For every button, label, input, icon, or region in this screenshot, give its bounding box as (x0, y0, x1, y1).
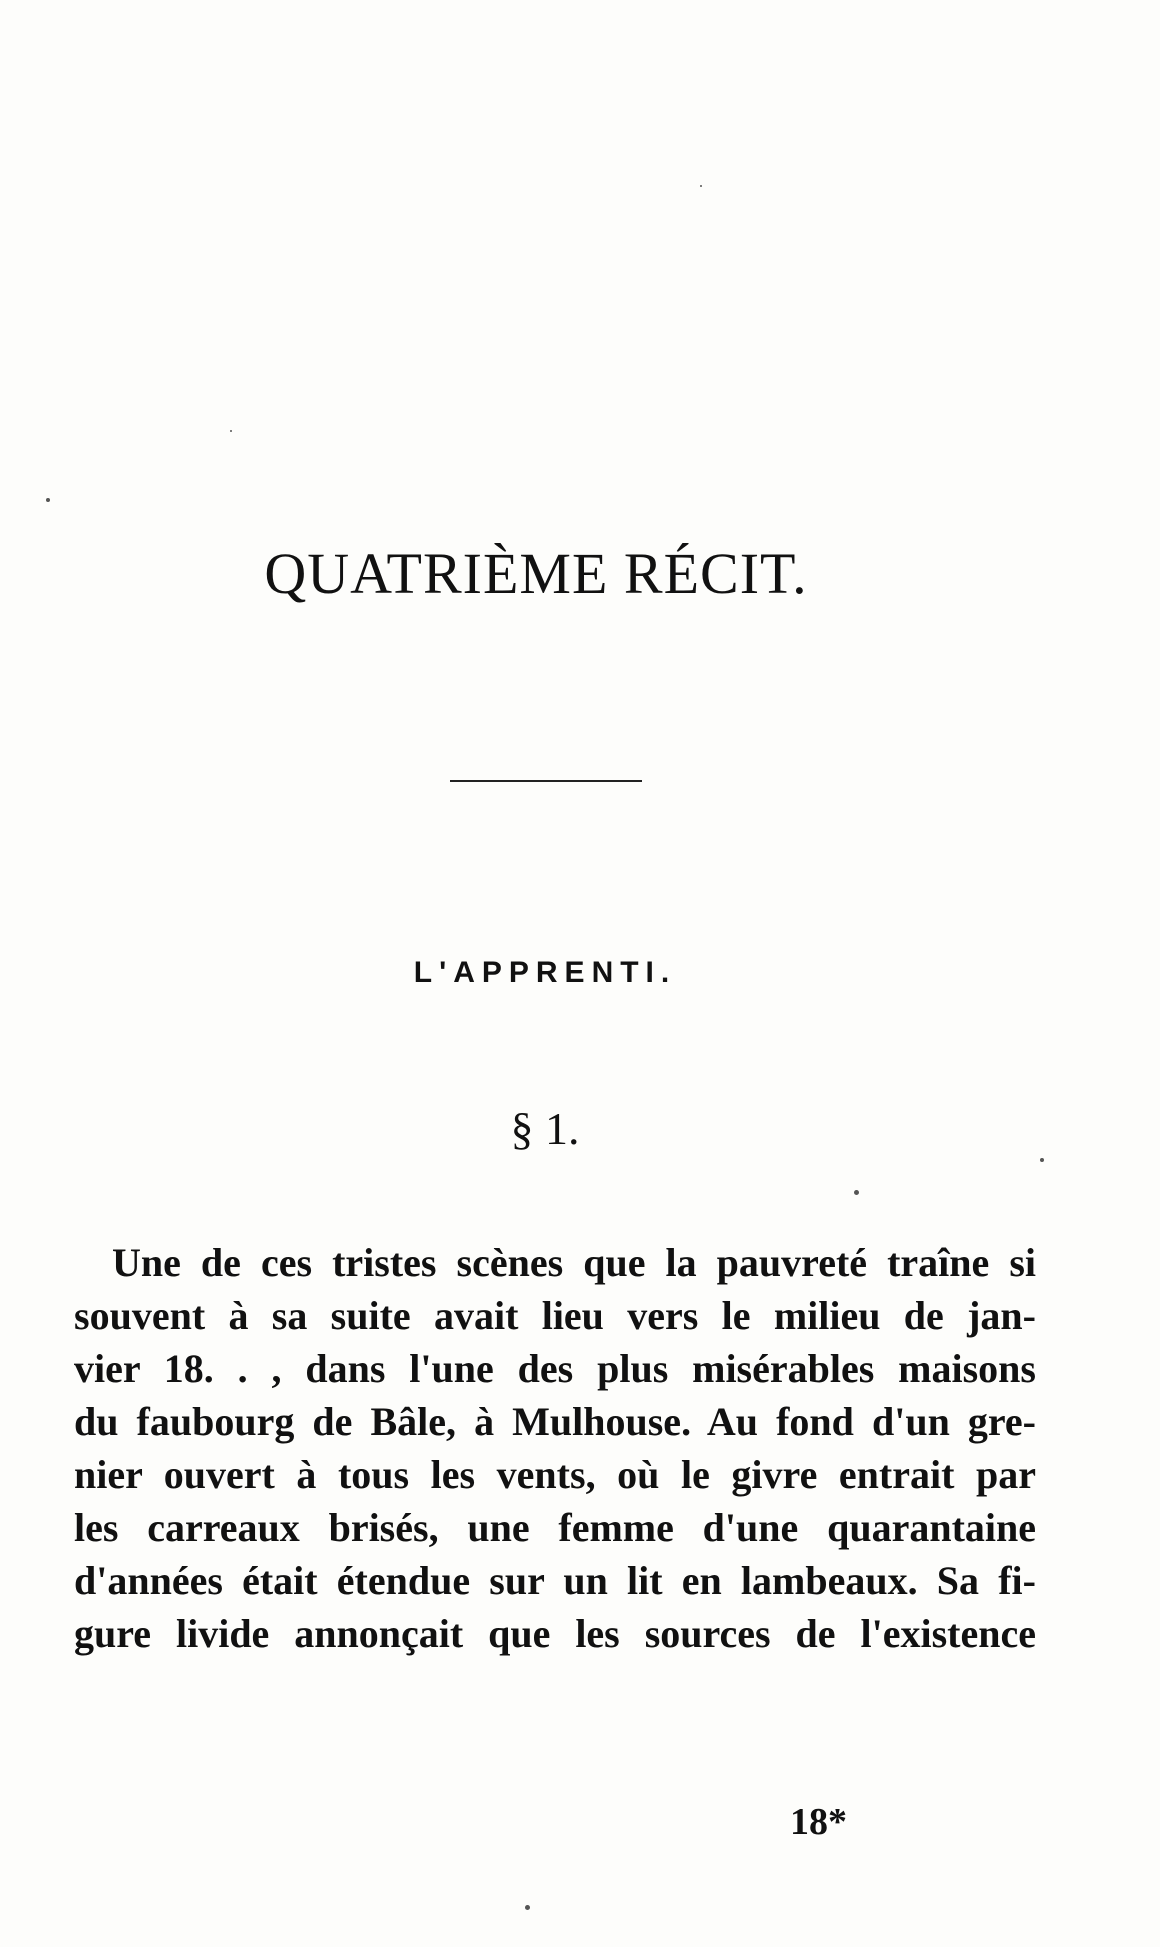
paragraph-line: du faubourg de Bâle, à Mulhouse. Au fond d'un gre- (74, 1399, 1036, 1444)
paragraph-line: vier 18. . , dans l'une des plus misérables maisons (74, 1346, 1036, 1391)
section-number: § 1. (510, 1103, 580, 1154)
paper-speck (525, 1905, 530, 1910)
paper-speck (700, 185, 702, 187)
paragraph-line: d'années était étendue sur un lit en lambeaux. Sa fi- (74, 1558, 1036, 1603)
body-paragraph (74, 1236, 1036, 1660)
paragraph-line: nier ouvert à tous les vents, où le givre entrait par (74, 1452, 1036, 1497)
paper-speck (1040, 1158, 1044, 1162)
paper-speck (230, 430, 232, 432)
story-title: L'APPRENTI. (413, 956, 677, 989)
title-divider (450, 780, 642, 782)
signature-mark: 18* (790, 1801, 847, 1843)
chapter-title: QUATRIÈME RÉCIT. (264, 541, 808, 606)
paragraph-line: les carreaux brisés, une femme d'une quarantaine (74, 1505, 1036, 1550)
paper-speck (854, 1190, 859, 1195)
paragraph-line: souvent à sa suite avait lieu vers le milieu de jan- (74, 1293, 1036, 1338)
paper-speck (46, 498, 50, 502)
paragraph-line: gure livide annonçait que les sources de l'existence (74, 1611, 1036, 1656)
paragraph-line: Une de ces tristes scènes que la pauvreté traîne si (112, 1240, 1036, 1285)
